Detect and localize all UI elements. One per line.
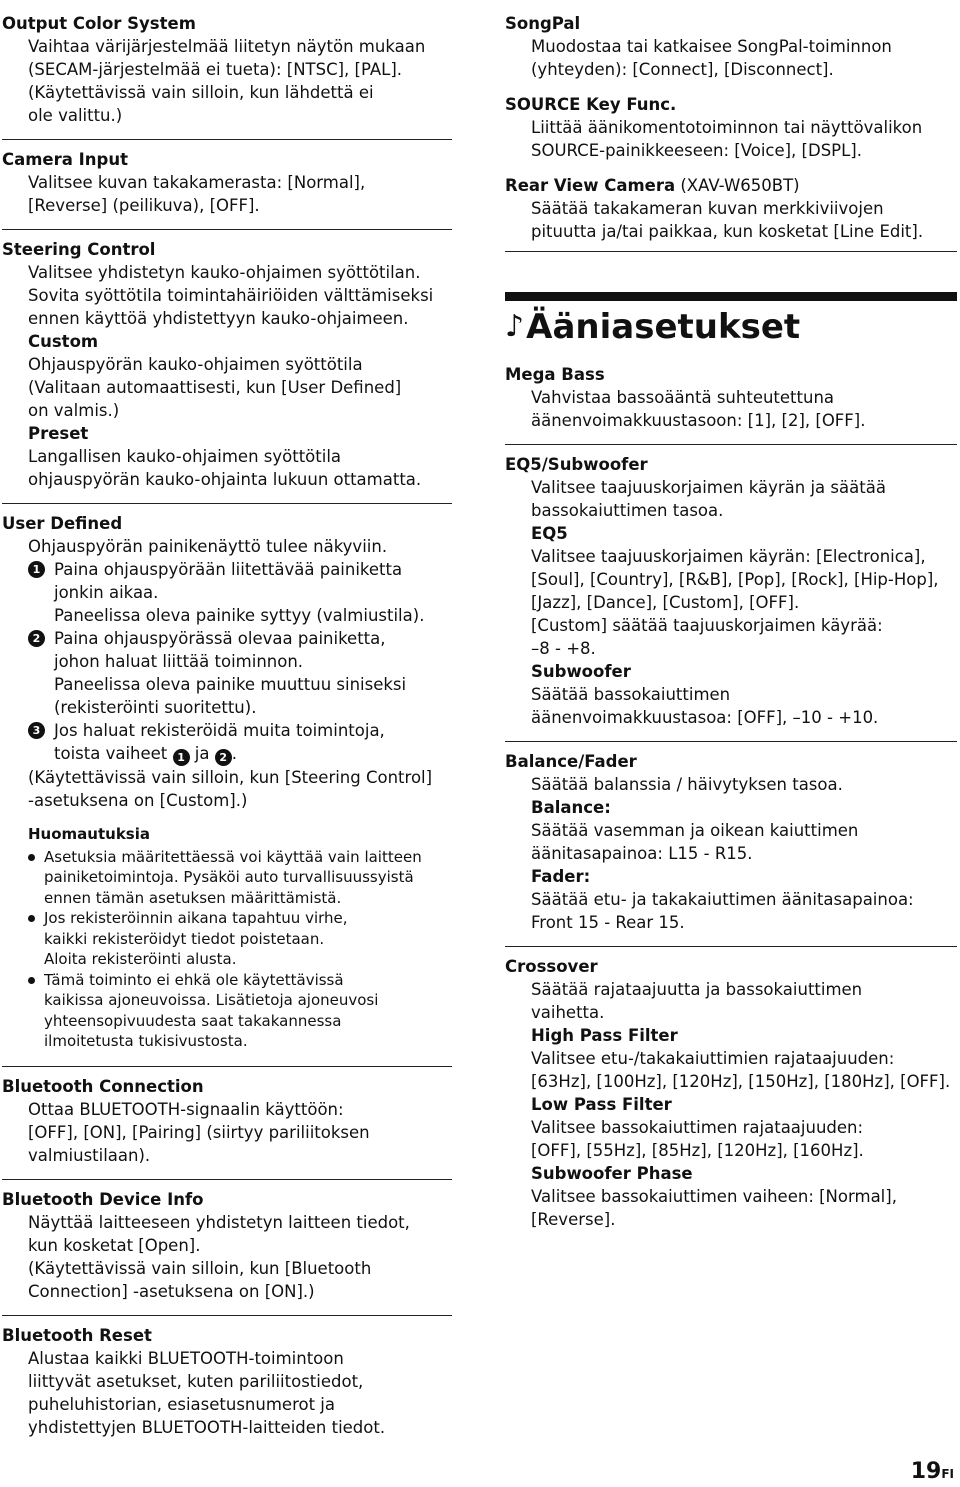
heading-bluetooth-device-info: Bluetooth Device Info [2, 1189, 204, 1209]
note-line: ilmoitetusta tukisivustosta. [44, 1032, 248, 1050]
body-line: johon haluat liittää toiminnon. [54, 652, 304, 671]
heading-camera-input: Camera Input [2, 150, 128, 169]
note-bullet [28, 847, 452, 909]
body-line: Säätää takakameran kuvan merkkiviivojen [531, 199, 884, 218]
body-line: [Jazz], [Dance], [Custom], [OFF]. [531, 593, 800, 612]
heading-output-color-system: Output Color System [2, 14, 196, 33]
subheading-high-pass-filter: High Pass Filter [531, 1026, 678, 1045]
step-number-2-icon: 2 [215, 749, 232, 766]
step-number-1-icon: 1 [173, 749, 190, 766]
body-line: jonkin aikaa. [54, 583, 159, 602]
notes-heading: Huomautuksia [28, 825, 150, 843]
note-bullet [28, 908, 452, 970]
body-line: Jos haluat rekisteröidä muita toimintoja, [54, 721, 385, 740]
body-line: Paneelissa oleva painike muuttuu siniseksi [54, 675, 407, 694]
body-line: Näyttää laitteeseen yhdistetyn laitteen tiedot, [28, 1212, 410, 1232]
heading-user-defined: User Defined [2, 514, 123, 533]
heading-rear-view-camera [505, 174, 957, 197]
body-line: pituutta ja/tai paikkaa, kun kosketat [Line Edit]. [531, 222, 924, 241]
body-line: Valitsee kuvan takakamerasta: [Normal], [28, 173, 366, 192]
step3-text-c: . [231, 744, 237, 763]
note-line: ennen tämän asetuksen määrittämistä. [44, 888, 342, 907]
body-line: [Custom] säätää taajuuskorjaimen käyrää: [531, 616, 883, 635]
chapter-title [505, 305, 957, 349]
section-balance-fader [505, 741, 957, 934]
body-line: Ottaa BLUETOOTH-signaalin käyttöön: [28, 1099, 344, 1119]
heading-crossover: Crossover [505, 957, 598, 976]
body-line: kun kosketat [Open]. [28, 1235, 201, 1255]
page-number-value: 19 [910, 1459, 942, 1484]
body-line: Säätää etu- ja takakaiuttimen äänitasapainoa: [531, 890, 914, 909]
body-line: yhdistettyjen BLUETOOTH-laitteiden tiedot. [28, 1417, 386, 1437]
body-line: ole valittu.) [28, 106, 123, 125]
body-line: [Soul], [Country], [R&B], [Pop], [Rock], [Hip-Hop], [531, 570, 939, 589]
body-line: Alustaa kaikki BLUETOOTH-toimintoon [28, 1348, 344, 1368]
body-line: Langallisen kauko-ohjaimen syöttötila [28, 447, 342, 466]
section-steering-control [2, 229, 452, 491]
body-line: Valitsee taajuuskorjaimen käyrän: [Electronica], [531, 547, 926, 566]
section-mega-bass [505, 363, 957, 432]
body-line: Säätää rajataajuutta ja bassokaiuttimen [531, 980, 863, 999]
subheading-balance: Balance: [531, 798, 611, 817]
note-line: yhteensopivuudesta saat takakannessa [44, 1011, 342, 1030]
note-line: kaikki rekisteröidyt tiedot poistetaan. [44, 929, 325, 948]
body-line: (rekisteröinti suoritettu). [54, 698, 257, 717]
subheading-custom: Custom [28, 332, 99, 351]
body-line: ohjauspyörän kauko-ohjainta lukuun ottamatta. [28, 470, 422, 489]
heading-bluetooth-reset: Bluetooth Reset [2, 1325, 152, 1345]
step3-text-b: ja [194, 744, 210, 763]
subheading-eq5: EQ5 [531, 524, 568, 543]
body-line: äänenvoimakkuustasoon: [1], [2], [OFF]. [531, 411, 866, 430]
section-crossover [505, 946, 957, 1231]
subheading-subwoofer: Subwoofer [531, 662, 631, 681]
body-line: on valmis.) [28, 401, 120, 420]
subheading-fader: Fader: [531, 867, 591, 886]
body-line: Valitsee bassokaiuttimen vaiheen: [Normal], [531, 1187, 897, 1206]
body-line: Ohjauspyörän painikenäyttö tulee näkyviin. [28, 537, 388, 556]
heading-rear-view-camera-text: Rear View Camera [505, 176, 676, 195]
right-column [505, 4, 957, 1243]
page-number [911, 1460, 954, 1486]
step-number-3-icon: 3 [28, 722, 45, 739]
divider [505, 251, 957, 252]
body-line: liittyvät asetukset, kuten pariliitostiedot, [28, 1371, 364, 1391]
body-line: Valitsee yhdistetyn kauko-ohjaimen syöttötilan. [28, 263, 421, 282]
body-line: Paina ohjauspyörässä olevaa painiketta, [54, 629, 386, 648]
step-1 [28, 558, 452, 627]
heading-model-suffix: (XAV-W650BT) [675, 176, 800, 195]
body-line: Front 15 - Rear 15. [531, 913, 685, 932]
body-line: (SECAM-järjestelmää ei tueta): [NTSC], [PAL]. [28, 60, 403, 79]
body-line: –8 - +8. [531, 639, 596, 658]
language-code: FI [941, 1467, 954, 1481]
body-line: (yhteyden): [Connect], [Disconnect]. [531, 60, 834, 79]
step-3 [28, 719, 452, 766]
chapter-title-text: Ääniasetukset [526, 307, 801, 347]
body-line: vaihetta. [531, 1003, 605, 1022]
heading-bluetooth-connection: Bluetooth Connection [2, 1076, 204, 1096]
body-line: [Reverse]. [531, 1210, 616, 1229]
music-note-icon: ♪ [505, 309, 525, 344]
section-bluetooth-connection [2, 1066, 452, 1167]
body-line: Paina ohjauspyörään liitettävää painiketta [54, 560, 403, 579]
heading-balance-fader: Balance/Fader [505, 752, 637, 771]
body-line: Valitsee etu-/takakaiuttimien rajataajuuden: [531, 1049, 895, 1068]
body-line: Liittää äänikomentotoiminnon tai näyttövalikon [531, 118, 923, 137]
step-number-1-icon: 1 [28, 561, 45, 578]
body-line: valmiustilaan). [28, 1145, 151, 1165]
note-bullet [28, 970, 452, 1052]
step-2 [28, 627, 452, 719]
body-line: [OFF], [55Hz], [85Hz], [120Hz], [160Hz]. [531, 1141, 864, 1160]
body-line: Säätää vasemman ja oikean kaiuttimen [531, 821, 859, 840]
subheading-preset: Preset [28, 424, 89, 443]
body-line: Säätää bassokaiuttimen [531, 685, 731, 704]
body-line: Säätää balanssia / häivytyksen tasoa. [531, 775, 843, 794]
step3-text-a: toista vaiheet [54, 744, 168, 763]
heading-steering-control: Steering Control [2, 240, 156, 259]
body-line: bassokaiuttimen tasoa. [531, 501, 724, 520]
body-line: Sovita syöttötila toimintahäiriöiden välttämiseksi [28, 286, 434, 305]
body-line: -asetuksena on [Custom].) [28, 791, 248, 810]
note-line: kaikissa ajoneuvoissa. Lisätietoja ajoneuvosi [44, 991, 379, 1009]
body-line: äänitasapainoa: L15 - R15. [531, 844, 753, 863]
body-line: [Reverse] (peilikuva), [OFF]. [28, 196, 260, 215]
subheading-low-pass-filter: Low Pass Filter [531, 1095, 672, 1114]
note-line: Tämä toiminto ei ehkä ole käytettävissä [44, 970, 344, 989]
body-line: Vaihtaa värijärjestelmää liitetyn näytön mukaan [28, 37, 426, 56]
note-line: Asetuksia määritettäessä voi käyttää vain laitteen [44, 847, 422, 866]
left-column [2, 4, 452, 1451]
body-line: (Valitaan automaattisesti, kun [User Defined] [28, 378, 402, 397]
section-user-defined [2, 503, 452, 812]
body-line: puheluhistorian, esiasetusnumerot ja [28, 1394, 335, 1414]
heading-source-key-func: SOURCE Key Func. [505, 95, 677, 114]
body-line: [63Hz], [100Hz], [120Hz], [150Hz], [180Hz], [OFF]. [531, 1072, 951, 1091]
body-line: Vahvistaa bassoääntä suhteutettuna [531, 388, 835, 407]
body-line: äänenvoimakkuustasoa: [OFF], –10 - +10. [531, 708, 879, 727]
section-rear-view-camera [505, 174, 957, 243]
body-line: Ohjauspyörän kauko-ohjaimen syöttötila [28, 355, 363, 374]
notes-box [2, 824, 452, 1052]
body-line: Paneelissa oleva painike syttyy (valmiustila). [54, 606, 425, 625]
body-line: Valitsee taajuuskorjaimen käyrän ja säätää [531, 478, 886, 497]
step-number-2-icon: 2 [28, 630, 45, 647]
section-camera-input [2, 139, 452, 217]
body-line: Muodostaa tai katkaisee SongPal-toiminnon [531, 37, 892, 56]
heading-mega-bass: Mega Bass [505, 365, 605, 384]
body-line: SOURCE-painikkeeseen: [Voice], [DSPL]. [531, 141, 862, 160]
body-line: ennen käyttöä yhdistettyyn kauko-ohjaimeen. [28, 309, 409, 328]
chapter-heading [505, 292, 957, 349]
body-line: Valitsee bassokaiuttimen rajataajuuden: [531, 1118, 864, 1137]
section-source-key-func [505, 93, 957, 162]
body-line [54, 742, 452, 766]
section-bluetooth-reset [2, 1315, 452, 1439]
note-line: Jos rekisteröinnin aikana tapahtuu virhe, [44, 909, 348, 927]
body-line: Connection] -asetuksena on [ON].) [28, 1281, 315, 1301]
heading-eq5-subwoofer: EQ5/Subwoofer [505, 455, 648, 474]
note-line: Aloita rekisteröinti alusta. [44, 950, 237, 968]
subheading-subwoofer-phase: Subwoofer Phase [531, 1164, 693, 1183]
body-line: (Käytettävissä vain silloin, kun [Bluetooth [28, 1258, 372, 1278]
heading-songpal: SongPal [505, 14, 581, 33]
section-bluetooth-device-info [2, 1179, 452, 1303]
section-output-color-system [2, 4, 452, 127]
section-songpal [505, 4, 957, 81]
section-eq5-subwoofer [505, 444, 957, 729]
body-line: (Käytettävissä vain silloin, kun [Steering Control] [28, 768, 433, 787]
body-line: [OFF], [ON], [Pairing] (siirtyy pariliitoksen [28, 1122, 370, 1142]
note-line: painiketoimintoja. Pysäköi auto turvallisuussyistä [44, 868, 414, 886]
body-line: (Käytettävissä vain silloin, kun lähdettä ei [28, 83, 374, 102]
